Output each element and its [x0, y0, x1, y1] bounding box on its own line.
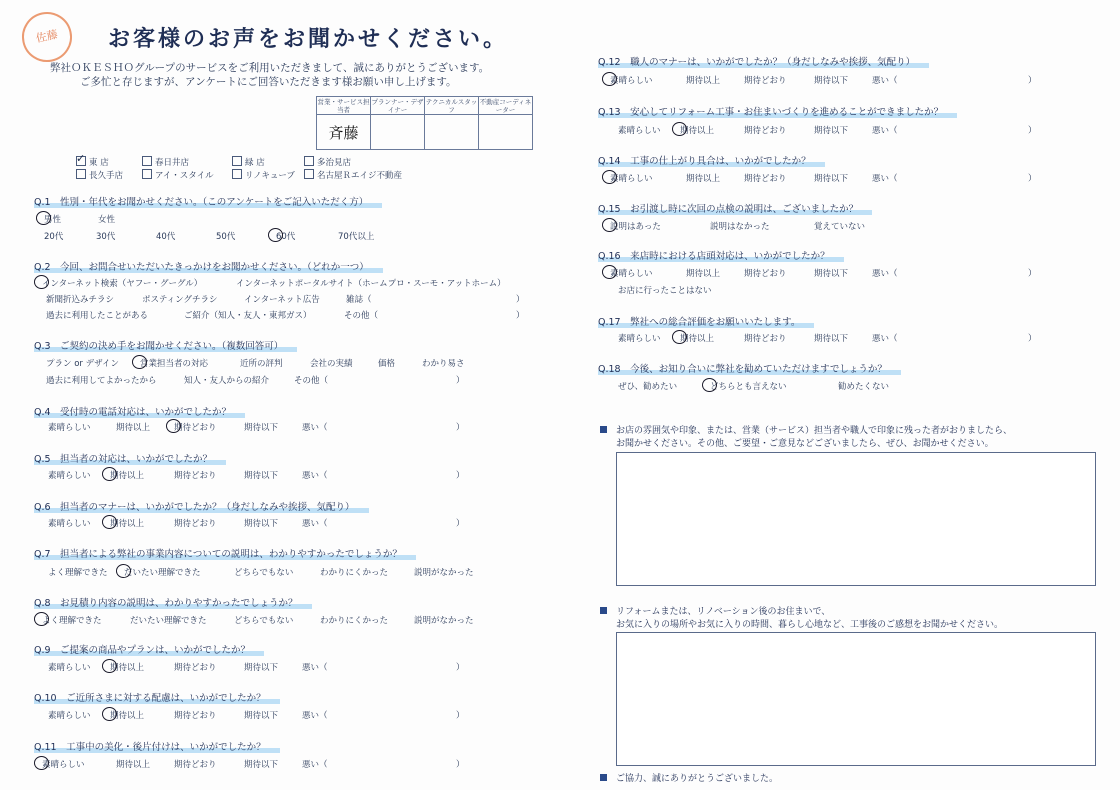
paren-close: ）	[456, 376, 465, 386]
answer-option-selected[interactable]: 素晴らしい	[610, 174, 653, 184]
answer-option[interactable]: どちらでもない	[234, 568, 294, 578]
staff-value-technical[interactable]	[425, 115, 479, 150]
answer-option-selected[interactable]: 説明はあった	[610, 222, 661, 232]
page-title: お客様のお声をお聞かせください。	[108, 27, 509, 52]
staff-value-sales[interactable]: 斉藤	[317, 115, 371, 150]
paren-close: ）	[456, 471, 465, 481]
answer-option[interactable]: 期待以下	[244, 760, 279, 770]
checkbox[interactable]	[76, 169, 86, 179]
question-10: Q.10 ご近所さまに対する配慮は、いかがでしたか？	[34, 690, 280, 704]
answer-option[interactable]: 素晴らしい	[48, 471, 91, 481]
checkbox[interactable]	[142, 156, 152, 166]
answer-option-selected[interactable]: 期待以上	[110, 711, 145, 721]
answer-option[interactable]: 会社の実績	[310, 359, 353, 369]
answer-option[interactable]: ぜひ、勧めたい	[618, 382, 678, 392]
shop-option[interactable]: リノキューブ	[232, 169, 295, 181]
answer-option-selected[interactable]: 男性	[44, 215, 62, 225]
answer-option[interactable]: 期待以下	[814, 126, 849, 136]
answer-option-selected[interactable]: 期待以上	[110, 519, 145, 529]
checkbox[interactable]	[304, 156, 314, 166]
answer-option[interactable]: 勧めたくない	[838, 382, 890, 392]
answer-option[interactable]: インターネット広告	[244, 295, 320, 305]
shop-option[interactable]: 多治見店	[304, 156, 351, 168]
comment-prompt-line-1: お店の雰囲気や印象、または、営業（サービス）担当者や職人で印象に残った者がおりましたら、	[616, 426, 1013, 436]
comment-box[interactable]	[616, 452, 1096, 586]
answer-option[interactable]: 期待以下	[814, 269, 849, 279]
paren-close: ）	[456, 519, 465, 529]
question-11: Q.11 工事中の美化・後片付けは、いかがでしたか？	[34, 739, 280, 753]
answer-option-selected[interactable]: どちらとも言えない	[710, 382, 787, 392]
answer-option[interactable]: 素晴らしい	[48, 663, 91, 673]
paren-close: ）	[456, 711, 465, 721]
question-15: Q.15 お引渡し時に次回の点検の説明は、ございましたか？	[598, 201, 872, 215]
answer-option[interactable]: 悪い（	[302, 663, 328, 673]
answer-option[interactable]: 期待以下	[244, 423, 279, 433]
paren-close: ）	[456, 663, 465, 673]
answer-option[interactable]: 期待以下	[244, 519, 279, 529]
question-6: Q.6 担当者のマナーは、いかがでしたか？（身だしなみや挨拶、気配り）	[34, 499, 369, 513]
bullet-square	[600, 774, 607, 781]
paren-close: ）	[456, 760, 465, 770]
checkbox[interactable]	[232, 169, 242, 179]
answer-option[interactable]: 期待どおり	[744, 174, 787, 184]
question-3: Q.3 ご契約の決め手をお聞かせください。（複数回答可）	[34, 338, 297, 352]
checkbox[interactable]	[142, 169, 152, 179]
answer-option[interactable]: 素晴らしい	[618, 126, 661, 136]
shop-option[interactable]: 名古屋Ｒエイジ不動産	[304, 169, 402, 181]
answer-option[interactable]: 悪い（	[872, 334, 898, 344]
staff-header-sales: 営業・サービス担当者	[317, 97, 370, 114]
answer-option-selected[interactable]: 期待以上	[680, 334, 715, 344]
question-5: Q.5 担当者の対応は、いかがでしたか？	[34, 451, 226, 465]
staff-value-realestate[interactable]	[479, 115, 533, 150]
answer-option[interactable]: 素晴らしい	[48, 711, 91, 721]
answer-option-selected[interactable]: 期待以上	[110, 663, 145, 673]
shop-option[interactable]: 長久手店	[76, 169, 123, 181]
intro-line-2: ご多忙と存じますが、アンケートにご回答いただきます様お願い申し上げます。	[80, 76, 457, 88]
answer-option[interactable]: わかりにくかった	[320, 568, 389, 578]
answer-option[interactable]: その他（	[344, 311, 379, 321]
answer-option[interactable]: 悪い（	[302, 519, 328, 529]
answer-option[interactable]: 素晴らしい	[48, 519, 91, 529]
question-7: Q.7 担当者による弊社の事業内容についての説明は、わかりやすかったでしょうか？	[34, 546, 416, 560]
answer-option-selected[interactable]: インターネット検索（ヤフー・グーグル）	[42, 279, 203, 289]
impression-prompt-line-1: リフォームまたは、リノベーション後のお住まいで、	[616, 607, 831, 617]
answer-option[interactable]: 期待以下	[814, 174, 849, 184]
answer-option[interactable]: 素晴らしい	[618, 334, 661, 344]
question-16: Q.16 来店時における店頭対応は、いかがでしたか？	[598, 248, 844, 262]
answer-option[interactable]: お店に行ったことはない	[618, 286, 712, 296]
answer-option[interactable]: 新聞折込みチラシ	[46, 295, 115, 305]
question-8: Q.8 お見積り内容の説明は、わかりやすかったでしょうか？	[34, 595, 312, 609]
answer-option[interactable]: 期待以上	[116, 423, 151, 433]
answer-option[interactable]: わかり易さ	[422, 359, 465, 369]
answer-option[interactable]: 期待どおり	[174, 760, 217, 770]
answer-option[interactable]: 説明はなかった	[710, 222, 770, 232]
answer-option[interactable]: 期待以上	[686, 76, 721, 86]
answer-option-selected[interactable]: 期待以上	[680, 126, 715, 136]
answer-option[interactable]: 期待以上	[116, 760, 151, 770]
answer-option[interactable]: 期待以下	[814, 334, 849, 344]
question-9: Q.9 ご提案の商品やプランは、いかがでしたか？	[34, 642, 264, 656]
paren-close: ）	[1028, 334, 1037, 344]
comment-prompt-line-2: お聞かせください。その他、ご要望・ご意見などございましたら、ぜひ、お聞かせください。	[616, 439, 994, 449]
paren-close: ）	[516, 295, 525, 305]
staff-table	[316, 96, 533, 150]
answer-option-selected[interactable]: 60代	[276, 232, 296, 242]
answer-option[interactable]: 女性	[98, 215, 116, 225]
bullet-square	[600, 607, 607, 614]
answer-option[interactable]: 悪い（	[872, 126, 898, 136]
answer-option[interactable]: 期待以下	[244, 471, 279, 481]
shop-option[interactable]: 緑 店	[232, 156, 265, 168]
answer-option-selected[interactable]: 素晴らしい	[610, 76, 653, 86]
staff-header-technical: テクニカルスタッフ	[425, 97, 478, 114]
question-4: Q.4 受付時の電話対応は、いかがでしたか？	[34, 404, 245, 418]
answer-option[interactable]: 過去に利用してよかったから	[46, 376, 157, 386]
answer-option[interactable]: インターネットポータルサイト（ホームプロ・スーモ・アットホーム）	[236, 279, 506, 289]
question-17: Q.17 弊社への総合評価をお願いいたします。	[598, 314, 814, 328]
answer-option[interactable]: 雑誌（	[346, 295, 372, 305]
answer-option[interactable]: 70代以上	[338, 232, 375, 242]
question-18: Q.18 今後、お知り合いに弊社を勧めていただけますでしょうか？	[598, 361, 901, 375]
shop-option[interactable]: ✓東 店	[76, 156, 109, 168]
paren-close: ）	[1028, 269, 1037, 279]
answer-option[interactable]: 期待どおり	[174, 471, 217, 481]
answer-option[interactable]: 素晴らしい	[48, 423, 91, 433]
hanko-stamp: 佐藤	[17, 7, 76, 66]
answer-option[interactable]: 期待どおり	[174, 711, 217, 721]
answer-option[interactable]: プラン or デザイン	[46, 359, 120, 369]
answer-option[interactable]: 30代	[96, 232, 116, 242]
answer-option-selected[interactable]: 期待どおり	[174, 423, 217, 433]
checkbox-checked[interactable]	[76, 156, 86, 166]
answer-option[interactable]: その他（	[294, 376, 329, 386]
answer-option[interactable]: 期待以上	[686, 269, 721, 279]
answer-option[interactable]: 悪い（	[872, 76, 898, 86]
question-12: Q.12 職人のマナーは、いかがでしたか？（身だしなみや挨拶、気配り）	[598, 54, 929, 68]
answer-option-selected[interactable]: だいたい理解できた	[124, 568, 201, 578]
answer-option[interactable]: どちらでもない	[234, 616, 294, 626]
answer-option[interactable]: 悪い（	[302, 760, 328, 770]
shop-option[interactable]: 春日井店	[142, 156, 189, 168]
checkbox[interactable]	[232, 156, 242, 166]
answer-option[interactable]: 説明がなかった	[414, 616, 474, 626]
answer-option[interactable]: 期待以下	[244, 711, 279, 721]
answer-option[interactable]: 40代	[156, 232, 176, 242]
question-2: Q.2 今回、お問合せいただいたきっかけをお聞かせください。（どれか一つ）	[34, 259, 383, 273]
intro-line-1: 弊社ＯＫＥＳＨＯグループのサービスをご利用いただきまして、誠にありがとうございます。	[50, 62, 490, 74]
answer-option[interactable]: 期待以下	[244, 663, 279, 673]
checkbox[interactable]	[304, 169, 314, 179]
answer-option[interactable]: 悪い（	[302, 423, 328, 433]
answer-option-selected[interactable]: 素晴らしい	[42, 760, 85, 770]
answer-option-selected[interactable]: よく理解できた	[42, 616, 102, 626]
paren-close: ）	[516, 311, 525, 321]
answer-option[interactable]: だいたい理解できた	[130, 616, 207, 626]
answer-option[interactable]: 説明がなかった	[414, 568, 474, 578]
answer-option[interactable]: ポスティングチラシ	[142, 295, 218, 305]
question-13: Q.13 安心してリフォーム工事・お住まいづくりを進めることができましたか？	[598, 104, 957, 118]
paren-close: ）	[456, 423, 465, 433]
answer-option[interactable]: 期待どおり	[744, 126, 787, 136]
answer-option[interactable]: 過去に利用したことがある	[46, 311, 149, 321]
answer-option[interactable]: 悪い（	[872, 269, 898, 279]
paren-close: ）	[1028, 126, 1037, 136]
paren-close: ）	[1028, 174, 1037, 184]
answer-option[interactable]: 期待どおり	[174, 519, 217, 529]
answer-option[interactable]: ご紹介（知人・友人・東邦ガス）	[184, 311, 312, 321]
answer-option[interactable]: 50代	[216, 232, 236, 242]
answer-option[interactable]: 悪い（	[302, 711, 328, 721]
answer-option[interactable]: 知人・友人からの紹介	[184, 376, 270, 386]
impression-box[interactable]	[616, 632, 1096, 766]
answer-option-selected[interactable]: 期待以上	[110, 471, 145, 481]
staff-value-planner[interactable]	[371, 115, 425, 150]
staff-header-realestate: 不動産コーディネーター	[479, 97, 532, 114]
answer-option[interactable]: 覚えていない	[814, 222, 866, 232]
answer-option[interactable]: 期待どおり	[744, 269, 787, 279]
answer-option[interactable]: 20代	[44, 232, 64, 242]
answer-option-selected[interactable]: 営業担当者の対応	[140, 359, 209, 369]
answer-option[interactable]: 悪い（	[872, 174, 898, 184]
staff-header-planner: プランナー・デザイナー	[371, 97, 424, 114]
question-1: Q.1 性別・年代をお聞かせください。（このアンケートをご記入いただく方）	[34, 194, 382, 208]
bullet-square	[600, 426, 607, 433]
answer-option[interactable]: 期待以下	[814, 76, 849, 86]
shop-option[interactable]: アイ・スタイル	[142, 169, 214, 181]
answer-option-selected[interactable]: 素晴らしい	[610, 269, 653, 279]
answer-option[interactable]: 悪い（	[302, 471, 328, 481]
impression-prompt-line-2: お気に入りの場所やお気に入りの時間、暮らし心地など、工事後のご感想をお聞かせください。	[616, 620, 1004, 630]
answer-option[interactable]: 価格	[378, 359, 396, 369]
answer-option[interactable]: わかりにくかった	[320, 616, 389, 626]
answer-option[interactable]: 期待どおり	[744, 76, 787, 86]
answer-option[interactable]: よく理解できた	[48, 568, 108, 578]
answer-option[interactable]: 期待以上	[686, 174, 721, 184]
question-14: Q.14 工事の仕上がり具合は、いかがでしたか？	[598, 153, 825, 167]
thanks-text: ご協力、誠にありがとうございました。	[616, 774, 779, 784]
answer-option[interactable]: 近所の評判	[240, 359, 283, 369]
paren-close: ）	[1028, 76, 1037, 86]
answer-option[interactable]: 期待どおり	[174, 663, 217, 673]
answer-option[interactable]: 期待どおり	[744, 334, 787, 344]
